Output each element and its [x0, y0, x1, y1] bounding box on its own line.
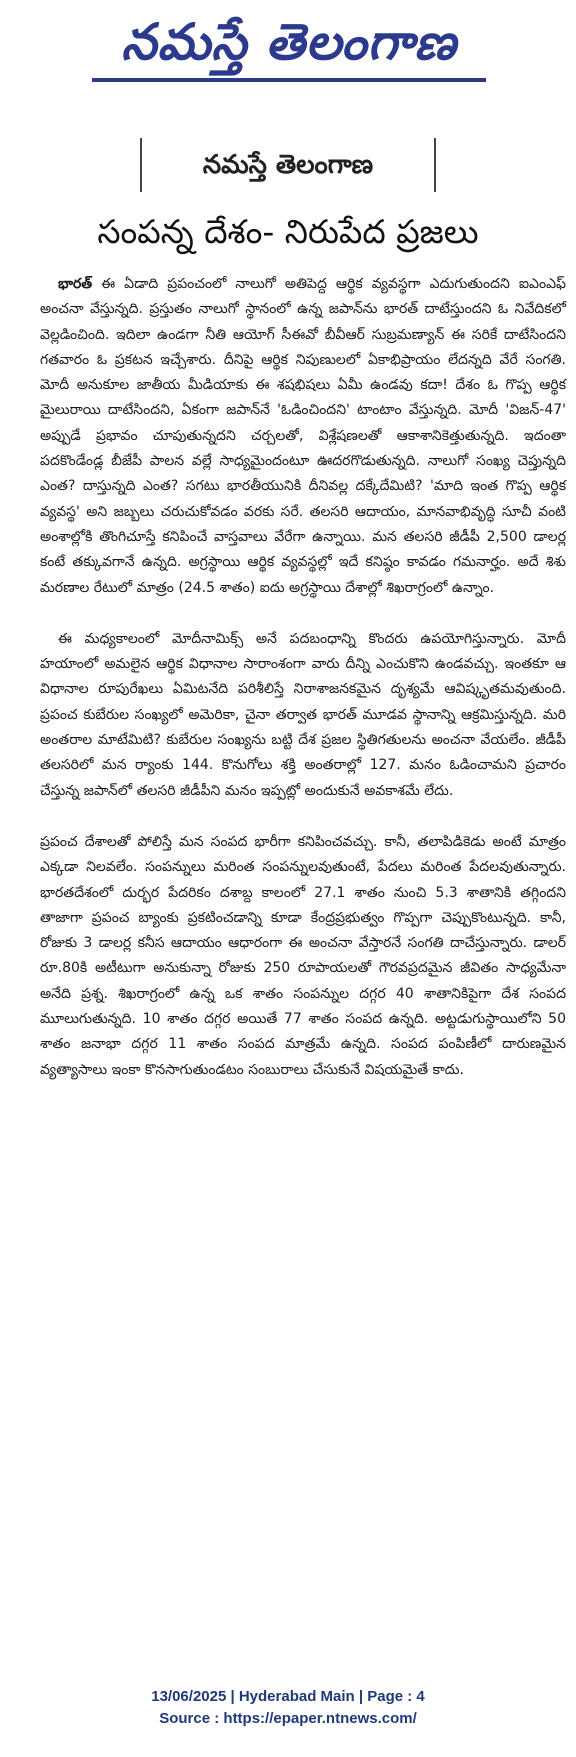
section-divider-right [434, 138, 436, 192]
article-headline: సంపన్న దేశం- నిరుపేద ప్రజలు [97, 212, 479, 251]
footer-dateline: 13/06/2025 | Hyderabad Main | Page : 4 [151, 1688, 425, 1705]
masthead-underline [92, 78, 486, 82]
lead-word: భారత్ [58, 276, 93, 292]
paragraph-1-text: ఈ ఏడాది ప్రపంచంలో నాలుగో అతిపెద్ద ఆర్థిక వ్యవస్థగా ఎదుగుతుందని ఐఎంఎఫ్ అంచనా వేస్తున్నది. ప్రస్తుతం నాలుగో స్థానంలో ఉన్న జపాన్‌ను భారత్ దాటేస్తుందని ఓ నివేదికలో వెల్లడించింది. ఇదిలా ఉండగా నీతి ఆయోగ్ సీఈవో బీవీఆర్ సుబ్రమణ్యాన్ ఈ సరికే దాటేసిందని గతవారం ఓ ప్రకటన ఇచ్చేశారు. దీనిపై ఆర్థిక నిపుణులలో ఏకాభిప్రాయం లేదన్నది వేరే సంగతి. మోదీ అనుకూల జాతీయ మీడియాకు ఈ శషభిషలు ఏమీ ఉండవు కదా! దేశం ఓ గొప్ప ఆర్థిక మైలురాయి దాటేసిందని, ఏకంగా జపాన్‌నే 'ఓడించిందని' టాంటాం వేస్తున్నది. మోదీ 'విజన్-47' అప్పుడే ప్రభావం చూపుతున్నదని చర్చలతో, విశ్లేషణలతో ఆకాశానికెత్తుతున్నది. ఇదంతా పదకొండేండ్ల బీజేపీ పాలన వల్లే సాధ్యమైందంటూ ఊదరగొడుతున్నది. నాలుగో సంఖ్య చెప్తున్నది ఎంత? దాస్తున్నది ఎంత? సగటు భారతీయునికి దీనివల్ల దక్కేదేమిటి? 'మాది ఇంత గొప్ప ఆర్థిక వ్యవస్థ' అని జబ్బలు చరుచుకోవడం వరకు సరే. తలసరి ఆదాయం, మానవాభివృద్ధి సూచీ వంటి అంశాల్లోకి తొంగిచూస్తే కనిపించే వాస్తవాలు వేరేగా ఉన్నాయి. మన తలసరి జీడీపీ 2,500 డాలర్ల కంటే తక్కువగానే ఉన్నది. అగ్రస్థాయి ఆర్థిక వ్యవస్థల్లో ఇదే కనిష్ఠం కావడం గమనార్హం. అదే శిశు మరణాల రేటులో మాత్రం (24.5 శాతం) ఐదు అగ్రస్థాయి దేశాల్లో శిఖరాగ్రంలో ఉన్నాం. [40, 276, 566, 596]
newspaper-logo: నమస్తే తెలంగాణ [121, 12, 457, 71]
article-paragraph-3: ప్రపంచ దేశాలతో పోలిస్తే మన సంపద భారీగా కనిపించవచ్చు. కానీ, తలాపిడికెడు అంటే మాత్రం ఎక్కడా నిలవలేం. సంపన్నులు మరింత సంపన్నులవుతుంటే, పేదలు మరింత పేదలవుతున్నారు. భారతదేశంలో దుర్భర పేదరికం దశాబ్ద కాలంలో 27.1 శాతం నుంచి 5.3 శాతానికి తగ్గిందని తాజాగా ప్రపంచ బ్యాంకు ప్రకటించడాన్ని కూడా కేంద్రప్రభుత్వం గొప్పగా చెప్పుకొంటున్నది. కానీ, రోజుకు 3 డాలర్ల కనీస ఆదాయం ఆధారంగా ఈ అంచనా వేస్తారనే సంగతి దాచేస్తున్నారు. డాలర్ రూ.80కి అటీటుగా అనుకున్నా రోజుకు 250 రూపాయలతో గౌరవప్రదమైన జీవితం సాధ్యమేనా అనేది ప్రశ్న. శిఖరాగ్రంలో ఉన్న ఒక శాతం సంపన్నుల దగ్గర 40 శాతానికిపైగా దేశ సంపద మూలుగుతున్నది. 10 శాతం దగ్గర అయితే 77 శాతం సంపద ఉన్నది. అట్టడుగుస్థాయిలోని 50 శాతం జనాభా దగ్గర 11 శాతం సంపద మాత్రమే ఉన్నది. సంపద పంపిణీలో దారుణమైన వ్యత్యాసాలు ఇంకా కొనసాగుతుండటం సంబురాలు చేసుకునే విషయమైతే కాదు. [40, 833, 566, 1078]
section-divider-left [140, 138, 142, 192]
article-paragraph-2: ఈ మధ్యకాలంలో మోదీనామిక్స్ అనే పదబంధాన్ని కొందరు ఉపయోగిస్తున్నారు. మోదీ హయాంలో అమలైన ఆర్థిక విధానాల సారాంశంగా వారు దీన్ని ఎంచుకొని ఉండవచ్చు. ఇంతకూ ఆ విధానాల రూపురేఖలు ఏమిటనేది పరిశీలిస్తే నిరాశాజనకమైన దృశ్యమే ఆవిష్కృతమవుతుంది. ప్రపంచ కుబేరుల సంఖ్యలో అమెరికా, చైనా తర్వాత భారత్ మూడవ స్థానాన్ని ఆక్రమిస్తున్నది. మరి అంతరాల మాటేమిటి? కుబేరుల సంఖ్యను బట్టి దేశ ప్రజల స్థితిగతులను అంచనా వేయలేం. జీడీపీ తలసరిలో మన ర్యాంకు 144. కొనుగోలు శక్తి అంతరాల్లో 127. మనం ఓడించామని ప్రచారం చేస్తున్న జపాన్‌లో తలసరి జీడీపీని మనం ఇప్పట్లో అందుకునే అవకాశమే లేదు. [40, 630, 566, 799]
masthead [0, 0, 576, 118]
section-title: నమస్తే తెలంగాణ [202, 150, 374, 180]
page-footer [0, 1686, 576, 1730]
footer-source: Source : https://epaper.ntnews.com/ [159, 1710, 417, 1727]
article-paragraph-1 [40, 272, 566, 601]
article-body [40, 272, 566, 1083]
